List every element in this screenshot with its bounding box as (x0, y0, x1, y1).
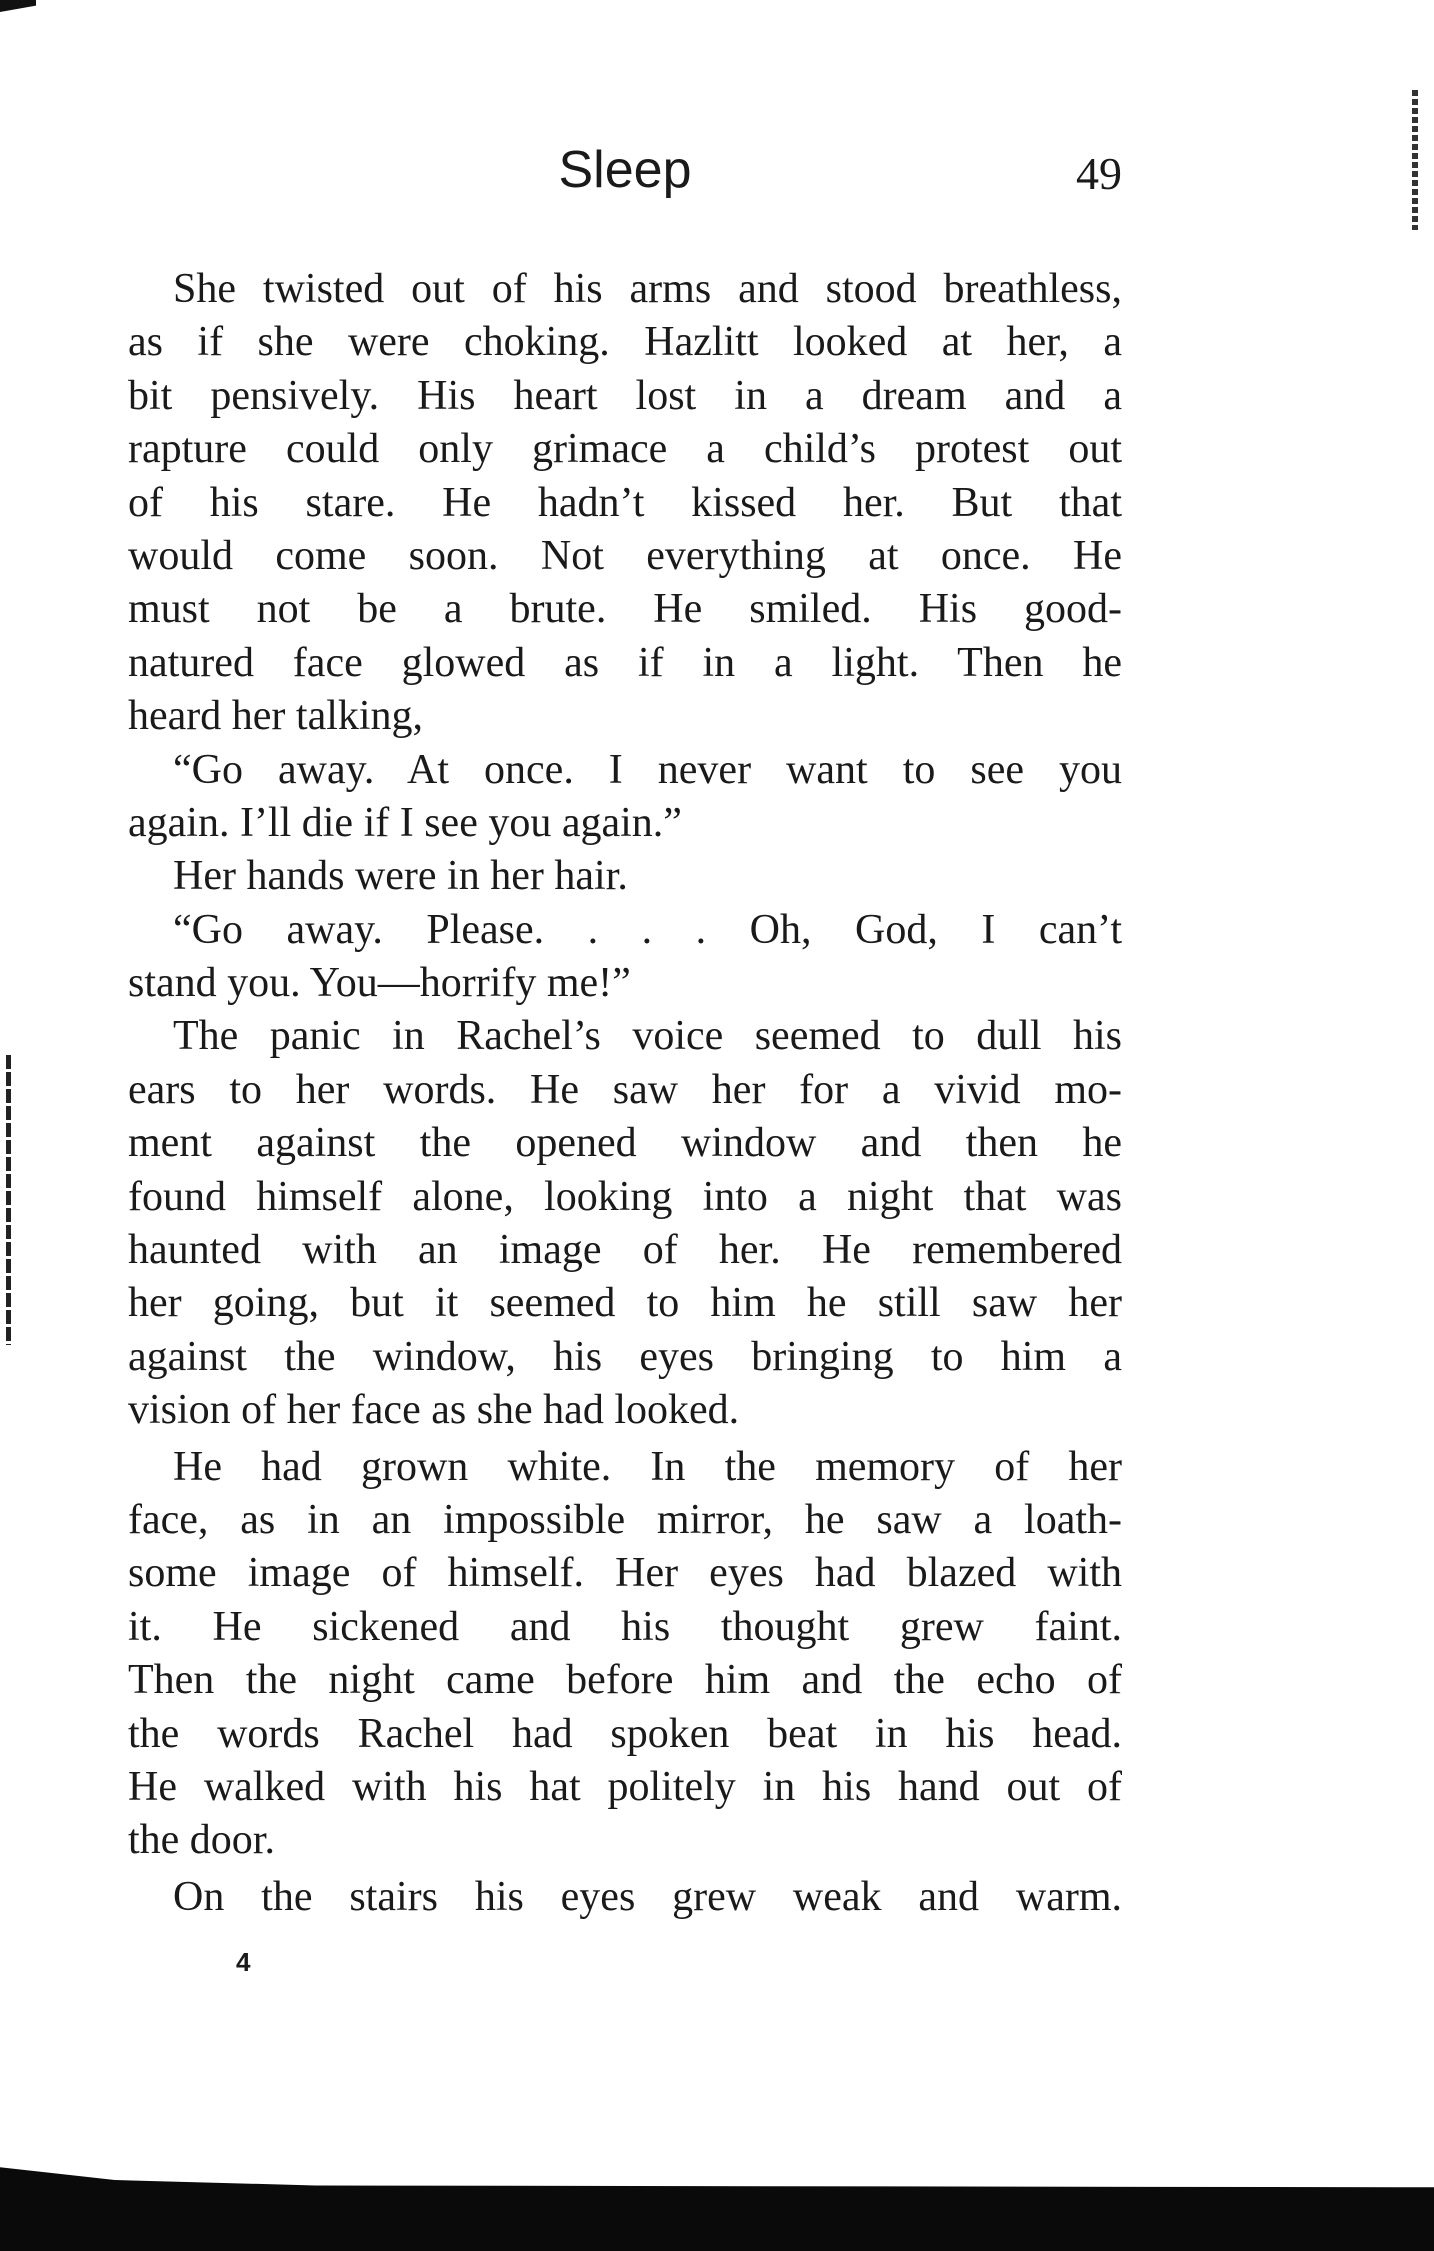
text-line: natured face glowed as if in a light. Then he (128, 639, 1122, 686)
scan-bottom-edge (0, 2160, 1434, 2251)
text-line: the door. (128, 1817, 275, 1864)
scan-gutter-mark-right (1412, 90, 1418, 230)
text-line: stand you. You—horrify me!” (128, 960, 631, 1007)
text-line: some image of himself. Her eyes had blazed with (128, 1550, 1122, 1597)
text-line: He walked with his hat politely in his hand out of (128, 1763, 1122, 1810)
text-line: as if she were choking. Hazlitt looked at her, a (128, 319, 1122, 366)
running-head (128, 130, 1122, 210)
scan-corner-mark (0, 0, 36, 12)
text-line: found himself alone, looking into a night that was (128, 1173, 1122, 1220)
text-line: the words Rachel had spoken beat in his head. (128, 1710, 1122, 1757)
text-line: haunted with an image of her. He remembered (128, 1227, 1122, 1274)
text-line: heard her talking, (128, 693, 424, 740)
text-line: would come soon. Not everything at once. He (128, 532, 1122, 579)
text-line: Then the night came before him and the echo of (128, 1657, 1122, 1704)
text-line: He had grown white. In the memory of her (173, 1443, 1122, 1490)
text-line: face, as in an impossible mirror, he saw a loath- (128, 1496, 1122, 1543)
text-line: of his stare. He hadn’t kissed her. But that (128, 479, 1122, 526)
text-line: The panic in Rachel’s voice seemed to dull his (173, 1013, 1122, 1060)
text-line: “Go away. At once. I never want to see you (173, 746, 1122, 793)
text-line: rapture could only grimace a child’s protest out (128, 426, 1122, 473)
scan-gutter-mark-left (6, 1055, 11, 1345)
page-number: 49 (1076, 148, 1122, 199)
text-line: ears to her words. He saw her for a vivid mo- (128, 1066, 1122, 1113)
text-line: against the window, his eyes bringing to him a (128, 1333, 1122, 1380)
text-line: her going, but it seemed to him he still saw her (128, 1280, 1122, 1327)
text-line: ment against the opened window and then he (128, 1120, 1122, 1167)
text-line: “Go away. Please. . . . Oh, God, I can’t (173, 906, 1122, 953)
text-line: She twisted out of his arms and stood breathless, (173, 266, 1122, 312)
text-line: must not be a brute. He smiled. His good- (128, 586, 1122, 633)
text-line: On the stairs his eyes grew weak and warm. (173, 1873, 1122, 1920)
text-line: it. He sickened and his thought grew faint. (128, 1603, 1122, 1650)
body-text (128, 263, 1122, 1924)
text-line: Her hands were in her hair. (173, 853, 628, 900)
text-line: bit pensively. His heart lost in a dream and a (128, 372, 1122, 419)
signature-mark: 4 (236, 1947, 251, 1977)
text-line: vision of her face as she had looked. (128, 1387, 740, 1434)
running-title: Sleep (558, 141, 692, 199)
text-line: again. I’ll die if I see you again.” (128, 799, 682, 846)
